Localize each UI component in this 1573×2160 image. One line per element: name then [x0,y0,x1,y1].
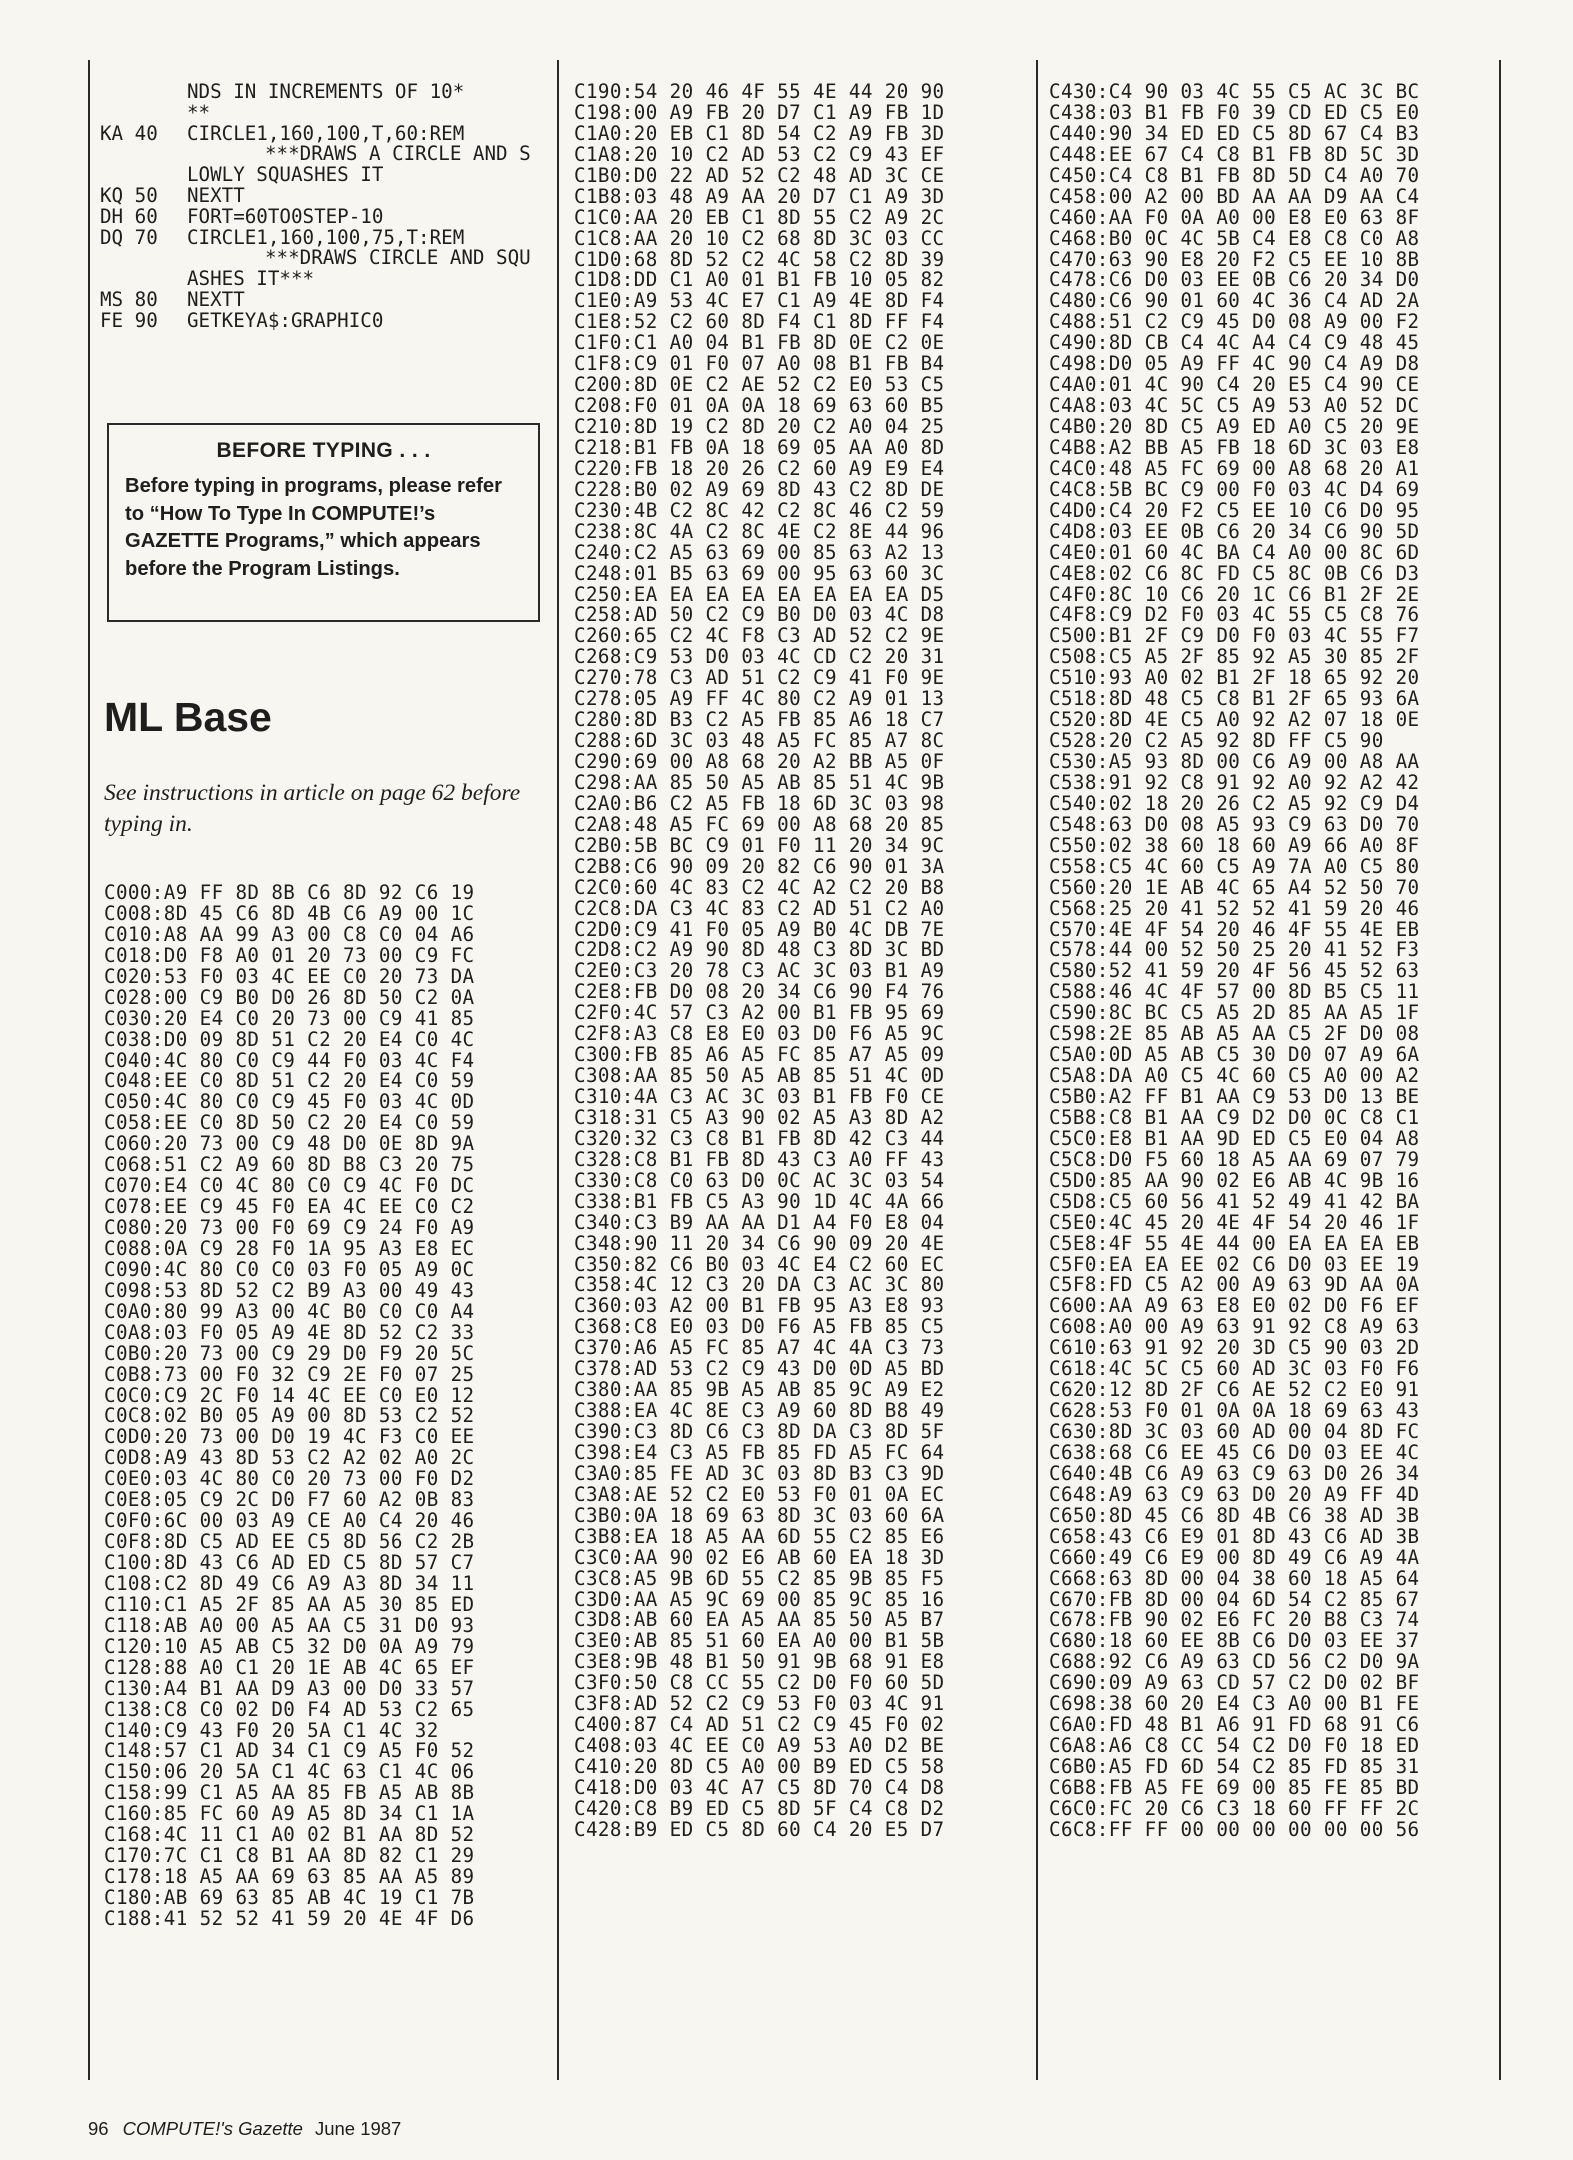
hex-listing-line: C0C8:02 B0 05 A9 00 8D 53 C2 52 [104,1404,475,1428]
hex-listing-line: C640:4B C6 A9 63 C9 63 D0 26 34 [1049,1461,1420,1485]
hex-listing-line: C280:8D B3 C2 A5 FB 85 A6 18 C7 [574,708,945,732]
hex-listing-line: C4E0:01 60 4C BA C4 A0 00 8C 6D [1049,540,1420,564]
hex-listing-line: C610:63 91 92 20 3D C5 90 03 2D [1049,1336,1420,1360]
hex-listing-line: C358:4C 12 C3 20 DA C3 AC 3C 80 [574,1273,945,1297]
hex-listing-line: C140:C9 43 F0 20 5A C1 4C 32 [104,1718,439,1742]
hex-listing-line: C570:4E 4F 54 20 46 4F 55 4E EB [1049,917,1420,941]
hex-listing-line: C228:B0 02 A9 69 8D 43 C2 8D DE [574,477,945,501]
hex-listing-line: C220:FB 18 20 26 C2 60 A9 E9 E4 [574,456,945,480]
hex-listing-line: C208:F0 01 0A 0A 18 69 63 60 B5 [574,394,945,418]
hex-listing-line: C1F8:C9 01 F0 07 A0 08 B1 FB B4 [574,352,945,376]
hex-listing-line: C350:82 C6 B0 03 4C E4 C2 60 EC [574,1252,945,1276]
hex-listing-line: C178:18 A5 AA 69 63 85 AA A5 89 [104,1865,475,1889]
hex-listing-line: C290:69 00 A8 68 20 A2 BB A5 0F [574,750,945,773]
hex-listing-line: C398:E4 C3 A5 FB 85 FD A5 FC 64 [574,1440,945,1464]
hex-listing-line: C490:8D CB C4 4C A4 C4 C9 48 45 [1049,331,1420,355]
hex-listing-line: C470:63 90 E8 20 F2 C5 EE 10 8B [1049,247,1420,271]
hex-listing-line: C2B8:C6 90 09 20 82 C6 90 01 3A [574,854,945,878]
article-title: ML Base [104,694,272,740]
hex-listing-line: C168:4C 11 C1 A0 02 B1 AA 8D 52 [104,1823,475,1847]
hex-listing-line: C188:41 52 52 41 59 20 4E 4F D6 [104,1906,475,1930]
issue-date: June 1987 [314,2118,402,2139]
hex-listing-line: C180:AB 69 63 85 AB 4C 19 C1 7B [104,1886,475,1909]
hex-listing-line: C678:FB 90 02 E6 FC 20 B8 C3 74 [1049,1608,1420,1632]
basic-line [100,183,531,207]
hex-listing-line: C498:D0 05 A9 FF 4C 90 C4 A9 D8 [1049,352,1420,376]
hex-listing-line: C018:D0 F8 A0 01 20 73 00 C9 FC [104,943,475,967]
hex-listing-line: C1A0:20 EB C1 8D 54 C2 A9 FB 3D [574,121,945,145]
hex-listing-line: C500:B1 2F C9 D0 F0 03 4C 55 F7 [1049,624,1420,648]
hex-listing-line: C218:B1 FB 0A 18 69 05 AA A0 8D [574,435,945,459]
hex-listing-line: C620:12 8D 2F C6 AE 52 C2 E0 91 [1049,1378,1420,1402]
hex-listing-line: C3C0:AA 90 02 E6 AB 60 EA 18 3D [574,1545,945,1569]
hex-listing-line: C418:D0 03 4C A7 C5 8D 70 C4 D8 [574,1775,945,1799]
hex-listing-line: C468:B0 0C 4C 5B C4 E8 C8 C0 A8 [1049,226,1420,250]
hex-listing-line: C4B8:A2 BB A5 FB 18 6D 3C 03 E8 [1049,435,1420,459]
hex-listing-line: C080:20 73 00 F0 69 C9 24 F0 A9 [104,1216,475,1239]
hex-listing-line: C320:32 C3 C8 B1 FB 8D 42 C3 44 [574,1126,945,1150]
checksum-linenumber: DQ 70 [100,225,158,249]
hex-listing-line: C378:AD 53 C2 C9 43 D0 0D A5 BD [574,1357,945,1381]
basic-line [100,204,531,228]
hex-listing-line: C050:4C 80 C0 C9 45 F0 03 4C 0D [104,1090,475,1114]
hex-listing-line: C1D8:DD C1 A0 01 B1 FB 10 05 82 [574,268,945,292]
hex-listing-line: C588:46 4C 4F 57 00 8D B5 C5 11 [1049,980,1420,1004]
basic-line [100,100,531,124]
hex-listing-line: C450:C4 C8 B1 FB 8D 5D C4 A0 70 [1049,163,1420,187]
hex-listing-line: C198:00 A9 FB 20 D7 C1 A9 FB 1D [574,100,945,124]
hex-listing-line: C408:03 4C EE C0 A9 53 A0 D2 BE [574,1734,945,1758]
hex-listing-line: C690:09 A9 63 CD 57 C2 D0 02 BF [1049,1671,1420,1695]
hex-listing-line: C098:53 8D 52 C2 B9 A3 00 49 43 [104,1278,475,1302]
hex-listing-line: C480:C6 90 01 60 4C 36 C4 AD 2A [1049,289,1420,313]
hex-listing-line: C3C8:A5 9B 6D 55 C2 85 9B 85 F5 [574,1566,945,1590]
hex-listing-line: C068:51 C2 A9 60 8D B8 C3 20 75 [104,1153,475,1177]
hex-listing-line: C520:8D 4E C5 A0 92 A2 07 18 0E [1049,708,1420,732]
hex-listing-line: C5E8:4F 55 4E 44 00 EA EA EA EB [1049,1231,1420,1255]
hex-listing-line: C2F8:A3 C8 E8 E0 03 D0 F6 A5 9C [574,1022,945,1046]
hex-listing-line: C580:52 41 59 20 4F 56 45 52 63 [1049,959,1420,983]
hex-listing-line: C458:00 A2 00 BD AA AA D9 AA C4 [1049,184,1420,208]
hex-listing-line: C318:31 C5 A3 90 02 A5 A3 8D A2 [574,1105,945,1129]
hex-listing-line: C488:51 C2 C9 45 D0 08 A9 00 F2 [1049,310,1420,334]
hex-listing-line: C388:EA 4C 8E C3 A9 60 8D B8 49 [574,1399,945,1423]
hex-listing-line: C668:63 8D 00 04 38 60 18 A5 64 [1049,1566,1420,1590]
hex-listing-line: C3E0:AB 85 51 60 EA A0 00 B1 5B [574,1629,945,1653]
hex-listing-line: C548:63 D0 08 A5 93 C9 63 D0 70 [1049,812,1420,836]
hex-listing-line: C010:A8 AA 99 A3 00 C8 C0 04 A6 [104,922,475,946]
hex-listing-line: C3E8:9B 48 B1 50 91 9B 68 91 E8 [574,1650,945,1674]
hex-listing-line: C4D8:03 EE 0B C6 20 34 C6 90 5D [1049,519,1420,543]
hex-listing-line: C210:8D 19 C2 8D 20 C2 A0 04 25 [574,415,945,438]
hex-listing-line: C028:00 C9 B0 D0 26 8D 50 C2 0A [104,985,475,1009]
hex-listing-line: C270:78 C3 AD 51 C2 C9 41 F0 9E [574,666,945,690]
hex-listing-line: C628:53 F0 01 0A 0A 18 69 63 43 [1049,1399,1420,1423]
hex-listing-line: C2B0:5B BC C9 01 F0 11 20 34 9C [574,833,945,857]
hex-listing-line: C088:0A C9 28 F0 1A 95 A3 E8 EC [104,1236,475,1260]
hex-listing-line: C448:EE 67 C4 C8 B1 FB 8D 5C 3D [1049,142,1420,166]
hex-listing-line: C288:6D 3C 03 48 A5 FC 85 A7 8C [574,729,945,753]
hex-listing-line: C2D0:C9 41 F0 05 A9 B0 4C DB 7E [574,917,945,941]
page-number: 96 [88,2118,109,2139]
basic-statement: ***DRAWS A CIRCLE AND S [265,142,531,166]
hex-listing-line: C3B8:EA 18 A5 AA 6D 55 C2 85 E6 [574,1524,945,1548]
hex-listing-line: C600:AA A9 63 E8 E0 02 D0 F6 EF [1049,1294,1420,1318]
hex-listing-line: C4C0:48 A5 FC 69 00 A8 68 20 A1 [1049,456,1420,480]
hex-listing-line: C258:AD 50 C2 C9 B0 D0 03 4C D8 [574,603,945,627]
hex-listing-line: C2A0:B6 C2 A5 FB 18 6D 3C 03 98 [574,791,945,815]
hex-listing-line: C0E8:05 C9 2C D0 F7 60 A2 0B 83 [104,1488,475,1512]
hex-listing-line: C428:B9 ED C5 8D 60 C4 20 E5 D7 [574,1817,945,1841]
column-rule [1499,60,1501,2080]
hex-listing-line: C100:8D 43 C6 AD ED C5 8D 57 C7 [104,1551,475,1574]
hex-listing-line: C1C0:AA 20 EB C1 8D 55 C2 A9 2C [574,205,945,229]
hex-listing-line: C5C8:D0 F5 60 18 A5 AA 69 07 79 [1049,1147,1420,1171]
hex-listing-line: C1F0:C1 A0 04 B1 FB 8D 0E C2 0E [574,331,945,355]
column-rule [1036,60,1038,2080]
hex-listing-line: C090:4C 80 C0 C0 03 F0 05 A9 0C [104,1257,475,1281]
box-body: Before typing in programs, please refer to “How To Type In COMPUTE!’s GAZETTE Programs,” which appears before the Program Listings. [125,475,502,580]
hex-listing-line: C6B8:FB A5 FE 69 00 85 FE 85 BD [1049,1775,1420,1799]
hex-listing-line: C268:C9 53 D0 03 4C CD C2 20 31 [574,645,945,669]
basic-statement: ***DRAWS CIRCLE AND SQU [265,246,531,270]
hex-listing-column-1 [104,883,475,1930]
hex-listing-line: C158:99 C1 A5 AA 85 FB A5 AB 8B [104,1781,475,1805]
hex-listing-line: C688:92 C6 A9 63 CD 56 C2 D0 9A [1049,1650,1420,1674]
hex-listing-line: C6C0:FC 20 C6 C3 18 60 FF FF 2C [1049,1796,1420,1820]
hex-listing-line: C4A8:03 4C 5C C5 A9 53 A0 52 DC [1049,394,1420,418]
basic-statement: NEXTT [187,287,245,311]
hex-listing-line: C110:C1 A5 2F 85 AA A5 30 85 ED [104,1592,475,1616]
hex-listing-line: C240:C2 A5 63 69 00 85 63 A2 13 [574,540,945,564]
basic-line [100,308,531,332]
hex-listing-line: C2A8:48 A5 FC 69 00 A8 68 20 85 [574,812,945,836]
basic-statement: ASHES IT*** [187,267,315,291]
basic-statement: FORT=60TO0STEP-10 [187,204,384,228]
hex-listing-line: C698:38 60 20 E4 C3 A0 00 B1 FE [1049,1692,1420,1716]
hex-listing-line: C040:4C 80 C0 C9 44 F0 03 4C F4 [104,1048,475,1072]
basic-statement: NDS IN INCREMENTS OF 10* [187,80,465,103]
hex-listing-line: C5A0:0D A5 AB C5 30 D0 07 A9 6A [1049,1043,1420,1067]
hex-listing-line: C340:C3 B9 AA AA D1 A4 F0 E8 04 [574,1210,945,1234]
hex-listing-line: C528:20 C2 A5 92 8D FF C5 90 [1049,729,1384,753]
hex-listing-line: C390:C3 8D C6 C3 8D DA C3 8D 5F [574,1420,945,1443]
hex-listing-line: C550:02 38 60 18 60 A9 66 A0 8F [1049,833,1420,857]
basic-statement: GETKEYA$:GRAPHIC0 [187,308,384,332]
page-footer [88,2118,401,2140]
hex-listing-line: C538:91 92 C8 91 92 A0 92 A2 42 [1049,770,1420,794]
article-intro: See instructions in article on page 62 before typing in. [104,780,521,837]
hex-listing-line: C3D8:AB 60 EA A5 AA 85 50 A5 B7 [574,1608,945,1632]
hex-listing-line: C048:EE C0 8D 51 C2 20 E4 C0 59 [104,1069,475,1093]
basic-statement: LOWLY SQUASHES IT [187,163,384,187]
hex-listing-line: C058:EE C0 8D 50 C2 20 E4 C0 59 [104,1111,475,1135]
hex-listing-line: C298:AA 85 50 A5 AB 85 51 4C 9B [574,770,945,794]
basic-listing [100,82,531,332]
hex-listing-line: C0A8:03 F0 05 A9 4E 8D 52 C2 33 [104,1320,475,1344]
basic-line [100,287,531,311]
checksum-linenumber: DH 60 [100,204,158,228]
hex-listing-line: C4B0:20 8D C5 A9 ED A0 C5 20 9E [1049,415,1420,438]
hex-listing-line: C0F8:8D C5 AD EE C5 8D 56 C2 2B [104,1530,475,1554]
hex-listing-line: C278:05 A9 FF 4C 80 C2 A9 01 13 [574,687,945,711]
hex-listing-line: C0C0:C9 2C F0 14 4C EE C0 E0 12 [104,1383,475,1407]
hex-listing-line: C420:C8 B9 ED C5 8D 5F C4 C8 D2 [574,1796,945,1820]
checksum-linenumber: KQ 50 [100,183,158,207]
hex-listing-line: C338:B1 FB C5 A3 90 1D 4C 4A 66 [574,1189,945,1213]
hex-listing-line: C128:88 A0 C1 20 1E AB 4C 65 EF [104,1655,475,1679]
hex-listing-line: C658:43 C6 E9 01 8D 43 C6 AD 3B [1049,1524,1420,1548]
hex-listing-line: C3A0:85 FE AD 3C 03 8D B3 C3 9D [574,1461,945,1485]
hex-listing-line: C148:57 C1 AD 34 C1 C9 A5 F0 52 [104,1739,475,1763]
basic-statement: ** [187,100,211,124]
hex-listing-line: C160:85 FC 60 A9 A5 8D 34 C1 1A [104,1802,475,1826]
hex-listing-line: C260:65 C2 4C F8 C3 AD 52 C2 9E [574,624,945,648]
basic-line [100,144,531,165]
hex-listing-line: C438:03 B1 FB F0 39 CD ED C5 E0 [1049,100,1420,124]
hex-listing-line: C5D0:85 AA 90 02 E6 AB 4C 9B 16 [1049,1168,1420,1192]
hex-listing-line: C308:AA 85 50 A5 AB 85 51 4C 0D [574,1064,945,1088]
hex-listing-line: C648:A9 63 C9 63 D0 20 A9 FF 4D [1049,1482,1420,1506]
hex-listing-line: C038:D0 09 8D 51 C2 20 E4 C0 4C [104,1027,475,1051]
hex-listing-line: C118:AB A0 00 A5 AA C5 31 D0 93 [104,1613,475,1637]
hex-listing-line: C138:C8 C0 02 D0 F4 AD 53 C2 65 [104,1697,475,1721]
hex-listing-line: C4F0:8C 10 C6 20 1C C6 B1 2F 2E [1049,582,1420,606]
hex-listing-line: C540:02 18 20 26 C2 A5 92 C9 D4 [1049,791,1420,815]
hex-listing-line: C530:A5 93 8D 00 C6 A9 00 A8 AA [1049,750,1420,773]
column-rule [557,60,559,2080]
checksum-linenumber: MS 80 [100,287,158,311]
hex-listing-line: C638:68 C6 EE 45 C6 D0 03 EE 4C [1049,1440,1420,1464]
hex-listing-line: C0D0:20 73 00 D0 19 4C F3 C0 EE [104,1425,475,1449]
hex-listing-line: C2C0:60 4C 83 C2 4C A2 C2 20 B8 [574,875,945,899]
hex-listing-line: C568:25 20 41 52 52 41 59 20 46 [1049,896,1420,920]
hex-listing-line: C478:C6 D0 03 EE 0B C6 20 34 D0 [1049,268,1420,292]
hex-listing-line: C618:4C 5C C5 60 AD 3C 03 F0 F6 [1049,1357,1420,1381]
hex-listing-line: C630:8D 3C 03 60 AD 00 04 8D FC [1049,1420,1420,1443]
hex-listing-line: C2F0:4C 57 C3 A2 00 B1 FB 95 69 [574,1001,945,1025]
hex-listing-line: C370:A6 A5 FC 85 A7 4C 4A C3 73 [574,1336,945,1360]
hex-listing-line: C558:C5 4C 60 C5 A9 7A A0 C5 80 [1049,854,1420,878]
hex-listing-line: C120:10 A5 AB C5 32 D0 0A A9 79 [104,1634,475,1658]
hex-listing-line: C2C8:DA C3 4C 83 C2 AD 51 C2 A0 [574,896,945,920]
hex-listing-line: C6C8:FF FF 00 00 00 00 00 00 56 [1049,1817,1420,1841]
hex-listing-line: C330:C8 C0 63 D0 0C AC 3C 03 54 [574,1168,945,1192]
hex-listing-line: C0B8:73 00 F0 32 C9 2E F0 07 25 [104,1362,475,1386]
basic-line [100,121,531,145]
hex-listing-line: C5D8:C5 60 56 41 52 49 41 42 BA [1049,1189,1420,1213]
basic-line [100,82,531,103]
hex-listing-line: C030:20 E4 C0 20 73 00 C9 41 85 [104,1006,475,1030]
hex-listing-line: C5B8:C8 B1 AA C9 D2 D0 0C C8 C1 [1049,1105,1420,1129]
hex-listing-line: C5F8:FD C5 A2 00 A9 63 9D AA 0A [1049,1273,1420,1297]
hex-listing-line: C190:54 20 46 4F 55 4E 44 20 90 [574,80,945,103]
hex-listing-line: C1D0:68 8D 52 C2 4C 58 C2 8D 39 [574,247,945,271]
basic-line [100,165,531,186]
hex-listing-line: C6B0:A5 FD 6D 54 C2 85 FD 85 31 [1049,1755,1420,1778]
hex-listing-line: C250:EA EA EA EA EA EA EA EA D5 [574,582,945,606]
hex-listing-line: C1E8:52 C2 60 8D F4 C1 8D FF F4 [574,310,945,334]
hex-listing-line: C130:A4 B1 AA D9 A3 00 D0 33 57 [104,1676,475,1700]
hex-listing-line: C3D0:AA A5 9C 69 00 85 9C 85 16 [574,1587,945,1611]
hex-listing-line: C230:4B C2 8C 42 C2 8C 46 C2 59 [574,498,945,522]
hex-listing-line: C410:20 8D C5 A0 00 B9 ED C5 58 [574,1755,945,1778]
column-rule [88,60,90,2080]
hex-listing-line: C238:8C 4A C2 8C 4E C2 8E 44 96 [574,519,945,543]
hex-listing-line: C3A8:AE 52 C2 E0 53 F0 01 0A EC [574,1482,945,1506]
hex-listing-line: C510:93 A0 02 B1 2F 18 65 92 20 [1049,666,1420,690]
hex-listing-line: C1B8:03 48 A9 AA 20 D7 C1 A9 3D [574,184,945,208]
basic-statement: CIRCLE1,160,100,75,T:REM [187,225,465,249]
hex-listing-line: C4E8:02 C6 8C FD C5 8C 0B C6 D3 [1049,561,1420,585]
hex-listing-line: C3F8:AD 52 C2 C9 53 F0 03 4C 91 [574,1692,945,1716]
hex-listing-line: C4F8:C9 D2 F0 03 4C 55 C5 C8 76 [1049,603,1420,627]
hex-listing-line: C348:90 11 20 34 C6 90 09 20 4E [574,1231,945,1255]
hex-listing-line: C6A8:A6 C8 CC 54 C2 D0 F0 18 ED [1049,1734,1420,1758]
hex-listing-line: C1E0:A9 53 4C E7 C1 A9 4E 8D F4 [574,289,945,313]
hex-listing-line: C1C8:AA 20 10 C2 68 8D 3C 03 CC [574,226,945,250]
basic-line [100,225,531,249]
hex-listing-line: C5C0:E8 B1 AA 9D ED C5 E0 04 A8 [1049,1126,1420,1150]
hex-listing-line: C000:A9 FF 8D 8B C6 8D 92 C6 19 [104,881,475,904]
hex-listing-line: C360:03 A2 00 B1 FB 95 A3 E8 93 [574,1294,945,1318]
hex-listing-line: C460:AA F0 0A A0 00 E8 E0 63 8F [1049,205,1420,229]
hex-listing-line: C5F0:EA EA EE 02 C6 D0 03 EE 19 [1049,1252,1420,1276]
basic-line [100,269,531,290]
hex-listing-line: C5A8:DA A0 C5 4C 60 C5 A0 00 A2 [1049,1064,1420,1088]
hex-listing-line: C300:FB 85 A6 A5 FC 85 A7 A5 09 [574,1043,945,1067]
hex-listing-line: C560:20 1E AB 4C 65 A4 52 50 70 [1049,875,1420,899]
hex-listing-line: C440:90 34 ED ED C5 8D 67 C4 B3 [1049,121,1420,145]
hex-listing-line: C0A0:80 99 A3 00 4C B0 C0 C0 A4 [104,1299,475,1323]
hex-listing-line: C5E0:4C 45 20 4E 4F 54 20 46 1F [1049,1210,1420,1234]
hex-listing-line: C608:A0 00 A9 63 91 92 C8 A9 63 [1049,1315,1420,1339]
hex-listing-line: C0B0:20 73 00 C9 29 D0 F9 20 5C [104,1341,475,1365]
hex-listing-line: C3F0:50 C8 CC 55 C2 D0 F0 60 5D [574,1671,945,1695]
hex-listing-line: C2E0:C3 20 78 C3 AC 3C 03 B1 A9 [574,959,945,983]
hex-listing-line: C4C8:5B BC C9 00 F0 03 4C D4 69 [1049,477,1420,501]
hex-listing-line: C108:C2 8D 49 C6 A9 A3 8D 34 11 [104,1571,475,1595]
hex-listing-line: C170:7C C1 C8 B1 AA 8D 82 C1 29 [104,1844,475,1868]
hex-listing-line: C5B0:A2 FF B1 AA C9 53 D0 13 BE [1049,1085,1420,1108]
hex-listing-line: C518:8D 48 C5 C8 B1 2F 65 93 6A [1049,687,1420,711]
hex-listing-line: C0E0:03 4C 80 C0 20 73 00 F0 D2 [104,1467,475,1491]
basic-statement: NEXTT [187,183,245,207]
hex-listing-line: C2D8:C2 A9 90 8D 48 C3 8D 3C BD [574,938,945,962]
hex-listing-line: C150:06 20 5A C1 4C 63 C1 4C 06 [104,1760,475,1784]
hex-listing-line: C310:4A C3 AC 3C 03 B1 FB F0 CE [574,1085,945,1108]
hex-listing-line: C670:FB 8D 00 04 6D 54 C2 85 67 [1049,1587,1420,1611]
hex-listing-line: C590:8C BC C5 A5 2D 85 AA A5 1F [1049,1001,1420,1025]
checksum-linenumber: FE 90 [100,308,158,332]
basic-statement: CIRCLE1,160,100,T,60:REM [187,121,465,145]
hex-listing-line: C0D8:A9 43 8D 53 C2 A2 02 A0 2C [104,1446,475,1470]
hex-listing-line: C680:18 60 EE 8B C6 D0 03 EE 37 [1049,1629,1420,1653]
hex-listing-line: C328:C8 B1 FB 8D 43 C3 A0 FF 43 [574,1147,945,1171]
hex-listing-line: C380:AA 85 9B A5 AB 85 9C A9 E2 [574,1378,945,1402]
hex-listing-line: C6A0:FD 48 B1 A6 91 FD 68 91 C6 [1049,1713,1420,1737]
hex-listing-line: C020:53 F0 03 4C EE C0 20 73 DA [104,964,475,988]
hex-listing-line: C1B0:D0 22 AD 52 C2 48 AD 3C CE [574,163,945,187]
hex-listing-column-3 [1049,82,1420,1841]
hex-listing-line: C078:EE C9 45 F0 EA 4C EE C0 C2 [104,1195,475,1219]
hex-listing-line: C200:8D 0E C2 AE 52 C2 E0 53 C5 [574,373,945,397]
hex-listing-line: C4A0:01 4C 90 C4 20 E5 C4 90 CE [1049,373,1420,397]
box-title: BEFORE TYPING . . . [216,439,431,462]
hex-listing-line: C650:8D 45 C6 8D 4B C6 38 AD 3B [1049,1503,1420,1527]
magazine-name: COMPUTE!'s Gazette [122,2118,303,2139]
hex-listing-line: C508:C5 A5 2F 85 92 A5 30 85 2F [1049,645,1420,669]
hex-listing-line: C248:01 B5 63 69 00 95 63 60 3C [574,561,945,585]
hex-listing-line: C430:C4 90 03 4C 55 C5 AC 3C BC [1049,80,1420,103]
checksum-linenumber: KA 40 [100,121,158,145]
hex-listing-line: C4D0:C4 20 F2 C5 EE 10 C6 D0 95 [1049,498,1420,522]
basic-line [100,248,531,269]
hex-listing-line: C008:8D 45 C6 8D 4B C6 A9 00 1C [104,901,475,925]
hex-listing-line: C400:87 C4 AD 51 C2 C9 45 F0 02 [574,1713,945,1737]
hex-listing-line: C598:2E 85 AB A5 AA C5 2F D0 08 [1049,1022,1420,1046]
hex-listing-line: C578:44 00 52 50 25 20 41 52 F3 [1049,938,1420,962]
hex-listing-line: C060:20 73 00 C9 48 D0 0E 8D 9A [104,1132,475,1156]
hex-listing-line: C1A8:20 10 C2 AD 53 C2 C9 43 EF [574,142,945,166]
hex-listing-line: C070:E4 C0 4C 80 C0 C9 4C F0 DC [104,1174,475,1198]
hex-listing-line: C2E8:FB D0 08 20 34 C6 90 F4 76 [574,980,945,1004]
hex-listing-line: C3B0:0A 18 69 63 8D 3C 03 60 6A [574,1503,945,1527]
before-typing-box [107,423,540,622]
hex-listing-column-2 [574,82,945,1841]
hex-listing-line: C368:C8 E0 03 D0 F6 A5 FB 85 C5 [574,1315,945,1339]
hex-listing-line: C660:49 C6 E9 00 8D 49 C6 A9 4A [1049,1545,1420,1569]
hex-listing-line: C0F0:6C 00 03 A9 CE A0 C4 20 46 [104,1509,475,1533]
